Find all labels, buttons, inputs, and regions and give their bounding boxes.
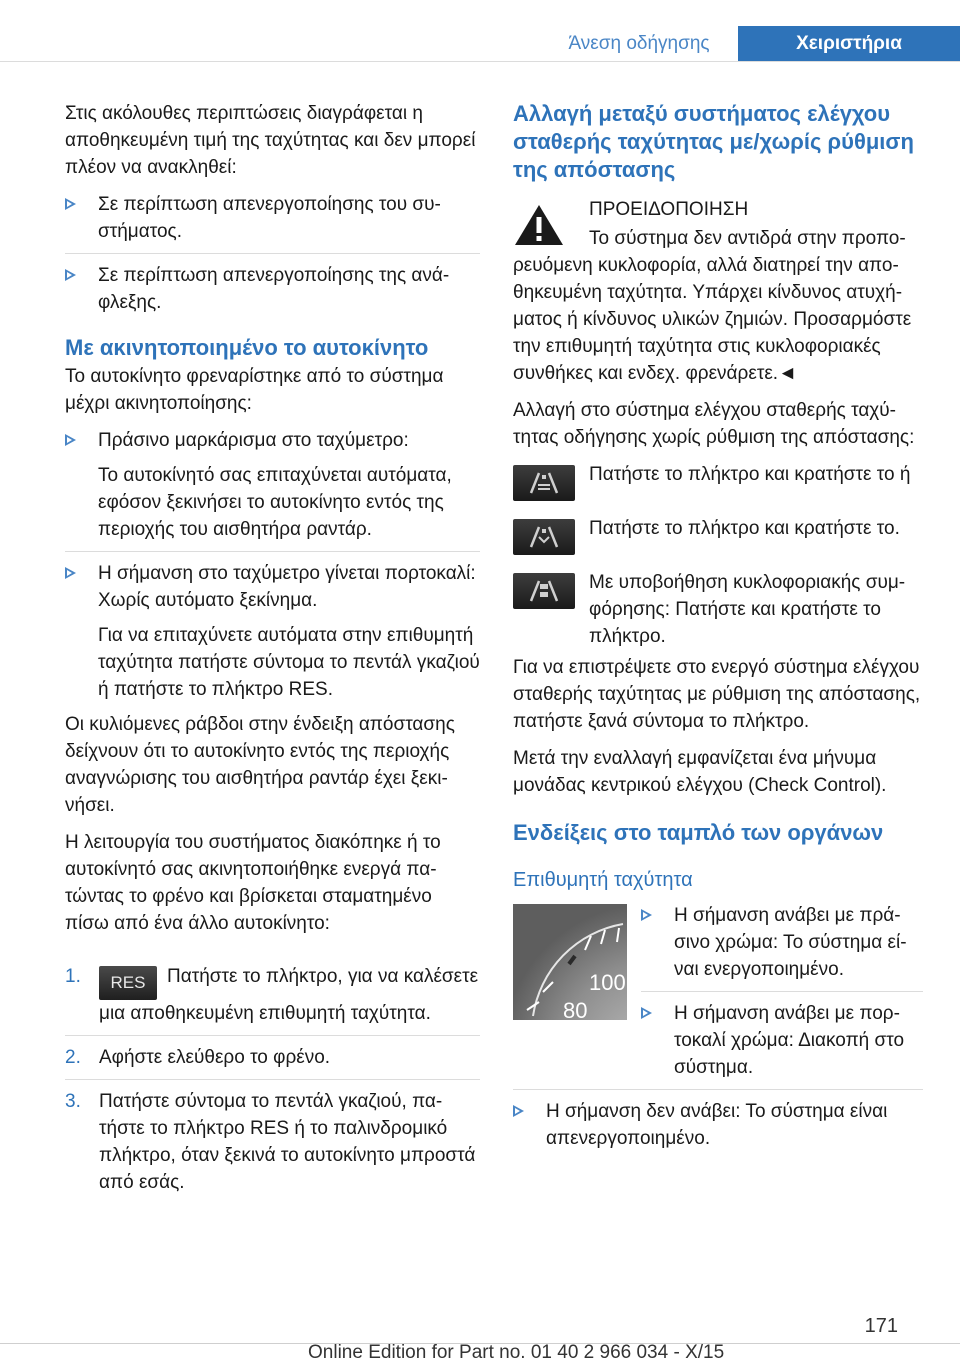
header-top-bar — [0, 0, 960, 27]
bullet-item — [641, 902, 923, 983]
warning-text: Το σύστημα δεν αντιδρά στην προπορευόμενη κυκλοφορία, αλλά διατηρεί την αποθηκευμένη ταχύτητα. Υπάρχει κίνδυνος ατυχήματος ή κίνδυνος υλικών ζημιών. Προσαρμόστε την επιθυμητή ταχύτητα στις κυκλοφοριακές συνθήκες και ενδεχ. φρενάρετε.◄ — [513, 228, 912, 384]
res-button-icon: RES — [99, 966, 157, 1000]
bullet-text: Σε περίπτωση απενεργοποίησης του συστήματος. — [98, 194, 441, 242]
step-number: 3. — [65, 1091, 81, 1112]
warning-triangle-icon — [513, 202, 565, 248]
page-number: 171 — [864, 1315, 898, 1337]
chapter-tab[interactable]: Χειριστήρια — [738, 26, 960, 62]
bullet-item — [641, 1000, 923, 1081]
bullet-item — [65, 191, 480, 245]
triangle-bullet-icon — [513, 1105, 524, 1117]
bullet-text: Η σήμανση ανάβει με πορτοκαλί χρώμα: Διακοπή στο σύστημα. — [674, 1003, 905, 1078]
paragraph: Για να επιστρέψετε στο ενεργό σύστημα ελέγχου σταθερής ταχύτητας με ρύθμιση της απόστασης, πατήστε ξανά σύντομα το πλήκτρο. — [513, 657, 921, 732]
bullet-subparagraph: Το αυτοκίνητό σας επιταχύνεται αυτόματα, εφόσον ξεκινήσει το αυτοκίνητο εντός της περιοχής του αισθητήρα ραντάρ. — [98, 465, 452, 540]
button-instruction-text: Πατήστε το πλήκτρο και κρατήστε το. — [589, 518, 900, 539]
header-divider — [0, 61, 960, 62]
numbered-step — [65, 1044, 480, 1071]
warning-box — [513, 196, 923, 254]
triangle-bullet-icon — [65, 567, 76, 579]
intro-paragraph: Στις ακόλουθες περιπτώσεις διαγράφεται η αποθηκευμένη τιμή της ταχύτητας και δεν μπορεί πλέον να ανακληθεί: — [65, 103, 476, 178]
bullet-text: Σε περίπτωση απενεργοποίησης της ανάφλεξης. — [98, 265, 450, 313]
gauge-label-80: 80 — [563, 998, 588, 1020]
section-heading: Ενδείξεις στο ταμπλό των οργάνων — [513, 820, 884, 845]
bullet-item — [65, 262, 480, 316]
triangle-bullet-icon — [65, 198, 76, 210]
divider — [65, 1035, 480, 1036]
bullet-item — [65, 560, 480, 614]
bullet-subparagraph: Για να επιταχύνετε αυτόματα στην επιθυμητή ταχύτητα πατήστε σύντομα το πεντάλ γκαζιού ή πατήστε το πλήκτρο RES. — [98, 625, 480, 700]
button-instruction — [513, 461, 923, 505]
section-heading: Με ακινητοποιημένο το αυτοκίνητο — [65, 335, 429, 360]
paragraph: Μετά την εναλλαγή εμφανίζεται ένα μήνυμα μονάδας κεντρικού ελέγχου (Check Control). — [513, 748, 887, 796]
bullet-text: Πράσινο μαρκάρισμα στο ταχύμετρο: — [98, 430, 409, 451]
triangle-bullet-icon — [65, 269, 76, 281]
gauge-label-100: 100 — [589, 970, 626, 995]
section-heading: Αλλαγή μεταξύ συστήματος ελέγχου σταθερής ταχύτητας με/χωρίς ρύθμιση της απόστασης — [513, 101, 914, 182]
triangle-bullet-icon — [641, 1007, 652, 1019]
paragraph: Η λειτουργία του συστήματος διακόπηκε ή το αυτοκίνητό σας ακινητοποιήθηκε ενεργά πατώντας το φρένο και βρίσκεται σταματημένο πίσω από ένα άλλο αυτοκίνητο: — [65, 832, 441, 934]
gauge-section — [513, 902, 923, 1081]
step-text: Πατήστε το πλήκτρο, για να καλέσετε μια αποθηκευμένη επιθυμητή ταχύτητα. — [99, 966, 479, 1024]
bullet-text: Η σήμανση στο ταχύμετρο γίνεται πορτοκαλί: Χωρίς αυτόματο ξεκίνημα. — [98, 563, 476, 611]
paragraph: Οι κυλιόμενες ράβδοι στην ένδειξη απόστασης δείχνουν ότι το αυτοκίνητο εντός της περιοχής αναγνώρισης του αισθητήρα ραντάρ έχει ξεκινήσει. — [65, 714, 455, 816]
numbered-step — [65, 963, 480, 1027]
button-instruction — [513, 569, 923, 650]
left-column — [65, 100, 480, 1204]
right-column — [513, 100, 923, 1160]
subsection-heading: Επιθυμητή ταχύτητα — [513, 869, 693, 891]
button-instruction — [513, 515, 923, 559]
speedometer-image — [513, 904, 627, 1020]
warning-title: ΠΡΟΕΙΔΟΠΟΙΗΣΗ — [589, 199, 749, 220]
paragraph: Αλλαγή στο σύστημα ελέγχου σταθερής ταχύτητας οδήγησης χωρίς ρύθμιση της απόστασης: — [513, 400, 915, 448]
edition-text: Online Edition for Part no. 01 40 2 966 034 - X/15 — [308, 1342, 725, 1363]
distance-control-button-icon — [513, 519, 575, 555]
bullet-text: Η σήμανση ανάβει με πράσινο χρώμα: Το σύστημα είναι ενεργοποιημένο. — [674, 905, 907, 980]
numbered-step — [65, 1088, 480, 1196]
cruise-control-button-icon — [513, 465, 575, 501]
section-tab[interactable]: Άνεση οδήγησης — [540, 26, 738, 62]
page-footer — [0, 1313, 960, 1363]
button-instruction-text: Πατήστε το πλήκτρο και κρατήστε το ή — [589, 464, 911, 485]
divider — [65, 253, 480, 254]
triangle-bullet-icon — [65, 434, 76, 446]
step-text: Αφήστε ελεύθερο το φρένο. — [99, 1047, 331, 1068]
bullet-item — [65, 427, 480, 454]
step-text: Πατήστε σύντομα το πεντάλ γκαζιού, πατήστε το πλήκτρο RES ή το παλινδρομικό πλήκτρο, όταν ξεκινά το αυτοκίνητο μπροστά από εσάς. — [99, 1091, 476, 1193]
paragraph: Το αυτοκίνητο φρεναρίστηκε από το σύστημα μέχρι ακινητοποίησης: — [65, 366, 444, 414]
triangle-bullet-icon — [641, 909, 652, 921]
bullet-text: Η σήμανση δεν ανάβει: Το σύστημα είναι απενεργοποιημένο. — [546, 1101, 888, 1149]
divider — [513, 1089, 923, 1090]
step-number: 2. — [65, 1047, 81, 1068]
bullet-item — [513, 1098, 923, 1152]
step-number: 1. — [65, 966, 81, 987]
divider — [65, 1079, 480, 1080]
button-instruction-text: Με υποβοήθηση κυκλοφοριακής συμφόρησης: Πατήστε και κρατήστε το πλήκτρο. — [589, 572, 906, 647]
page-header — [0, 0, 960, 62]
divider — [65, 551, 480, 552]
traffic-jam-assist-button-icon — [513, 573, 575, 609]
divider — [641, 991, 923, 992]
